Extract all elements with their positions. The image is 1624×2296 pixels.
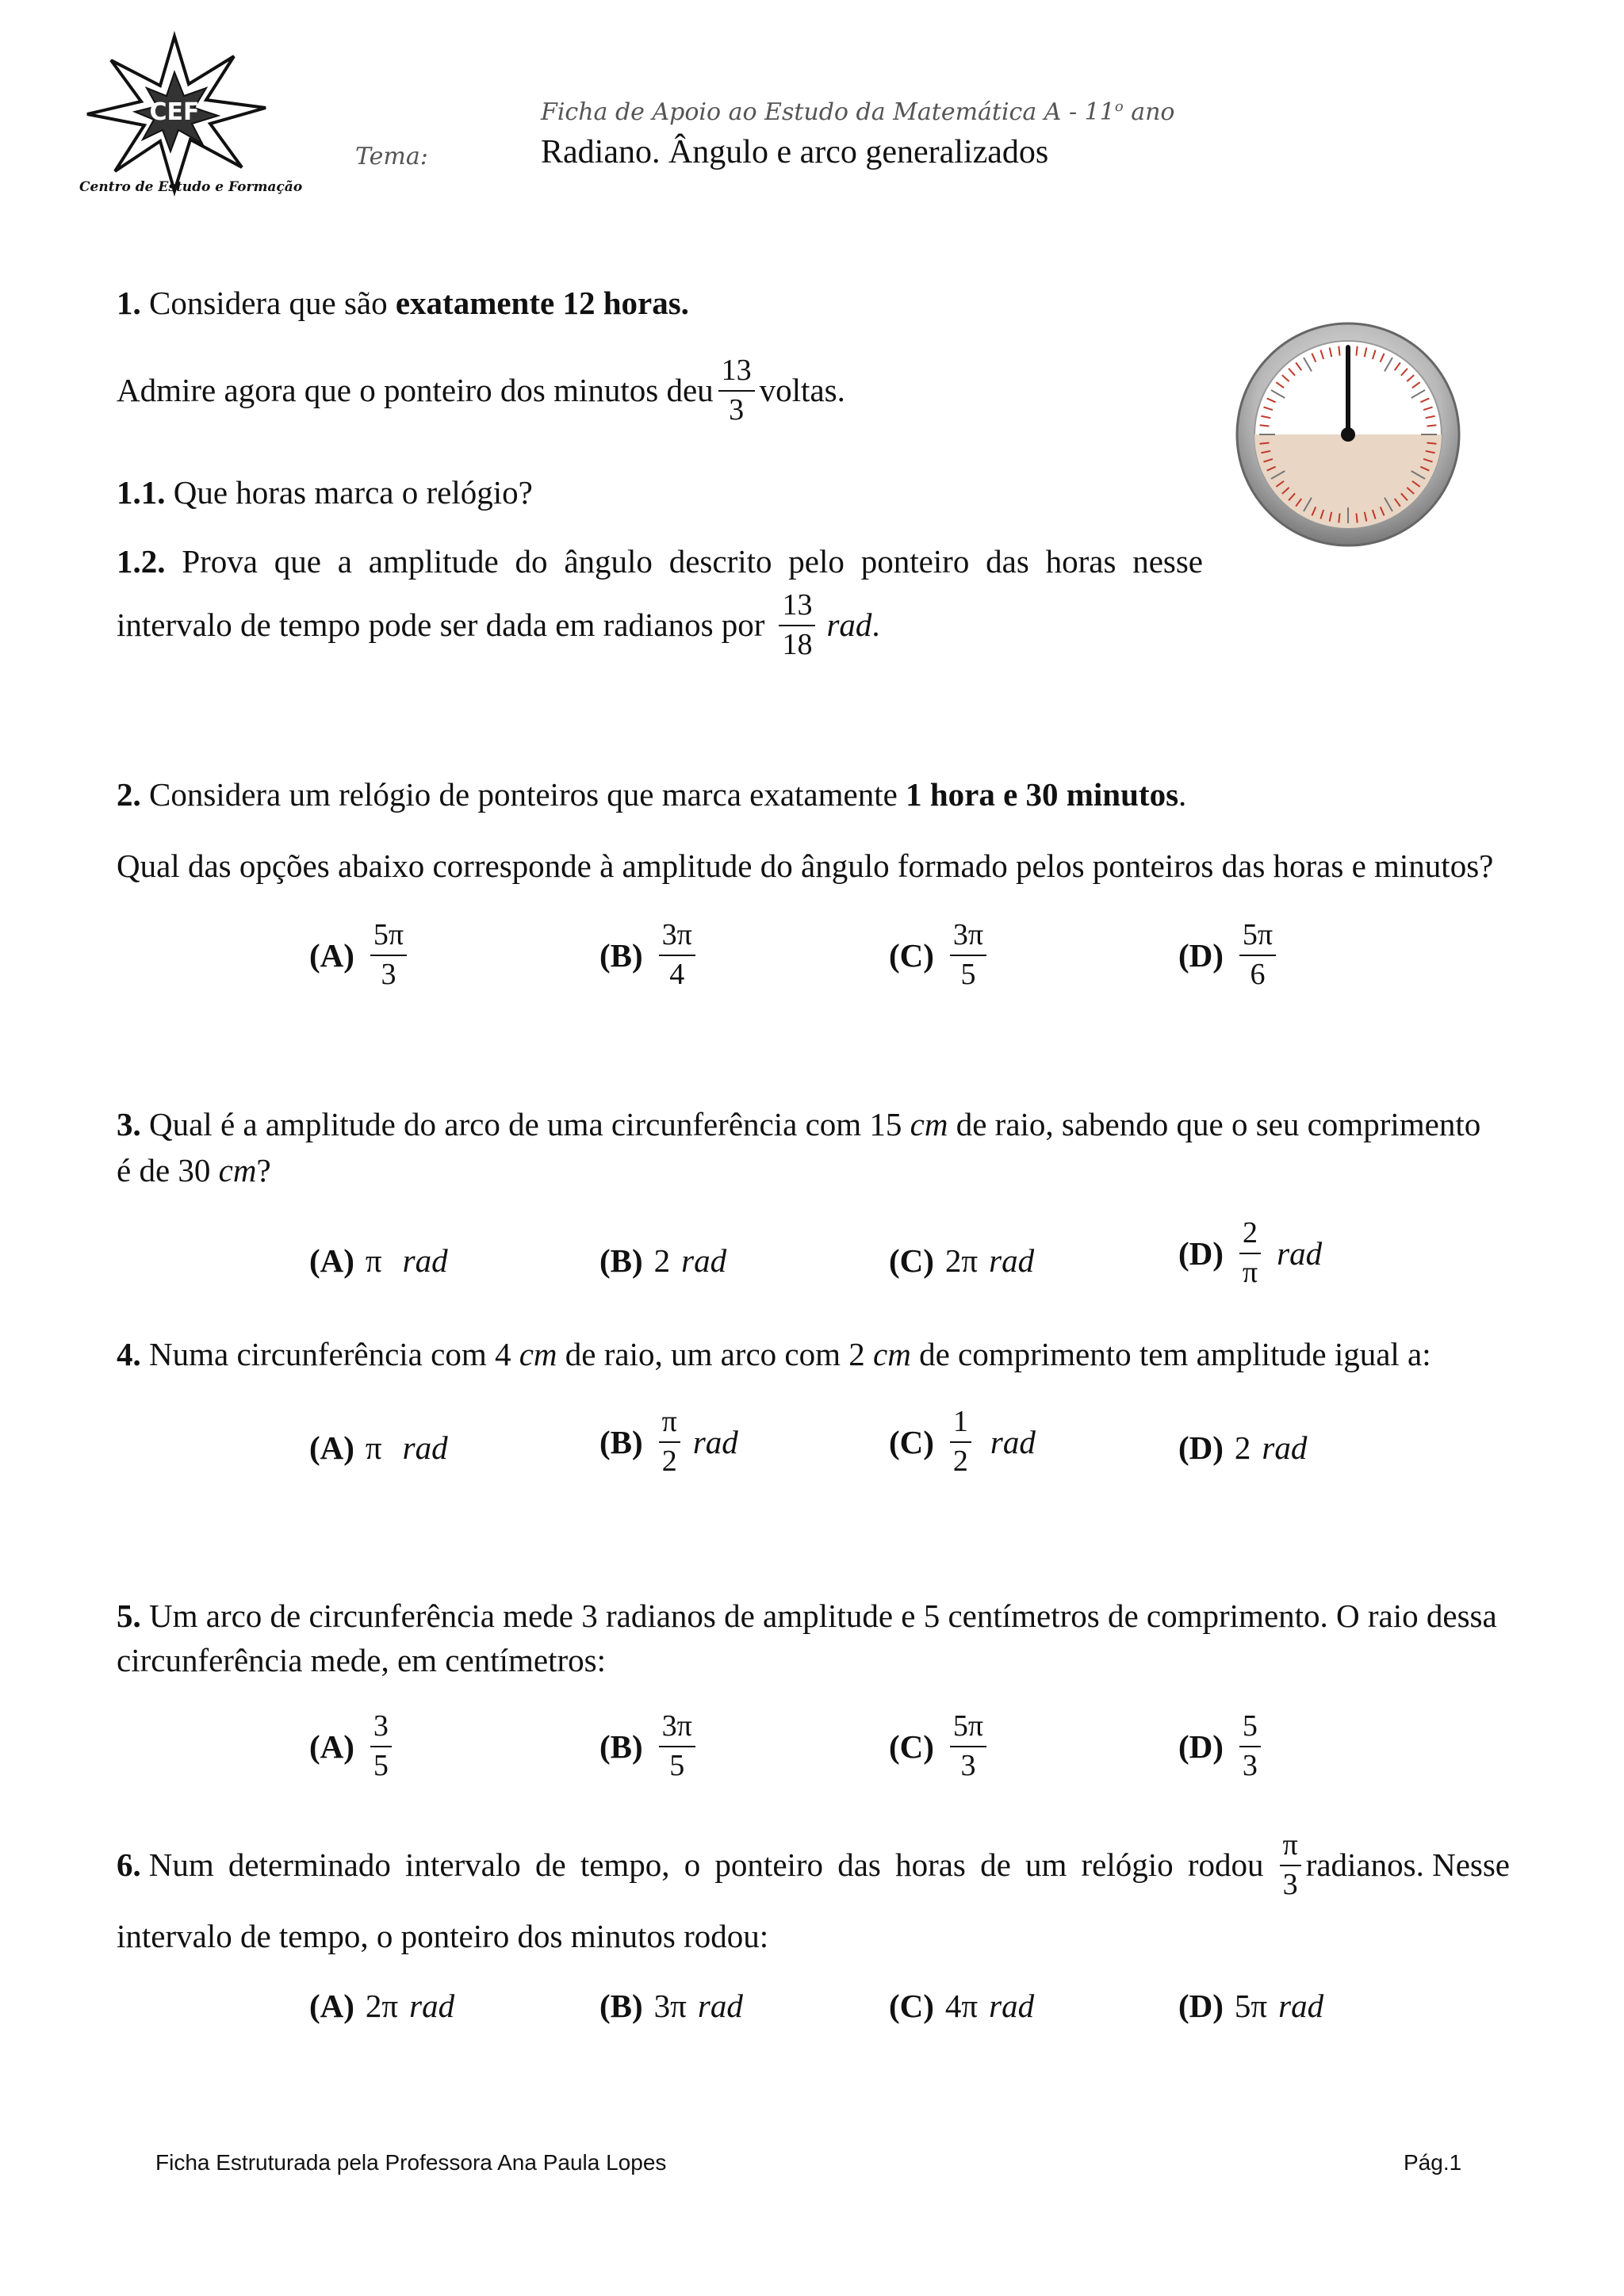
q4-statement: 4. Numa circunferência com 4 cm de raio, um arco com 2 cm de comprimento tem amplitude igual a: [117,1336,1431,1372]
q3-option-b[interactable]: (B) 2 rad [599,1242,727,1279]
q4-option-c[interactable]: (C) $\frac{1}{2}$ rad [889,1405,1036,1478]
q1-statement: 1. Considera que são exatamente 12 horas. [117,285,689,321]
header-subtitle: Ficha de Apoio ao Estudo da Matemática A - 11$^o$ ano [541,98,1175,126]
q2-option-c[interactable]: (C) $\frac{3\pi}{5}$ [889,920,991,991]
q2-option-b[interactable]: (B) $\frac{3\pi}{4}$ [599,920,700,991]
q3-statement: 3. Qual é a amplitude do arco de uma circunferência com 15 cm de raio, sabendo que o seu comprimento [117,1106,1481,1142]
q6-option-d[interactable]: (D) 5π rad [1178,1988,1324,2024]
q1-2: 1.2. Prova que a amplitude do ângulo descrito pelo ponteiro das horas nesse [117,543,1204,580]
tema-label: Tema: [355,143,428,170]
q5-option-b[interactable]: (B) $\frac{3\pi}{5}$ [599,1711,700,1782]
footer-left: Ficha Estruturada pela Professora Ana Paula Lopes [155,2150,667,2175]
q1-line2: Admire agora que o ponteiro dos minutos deu $\frac{13}{3}$ voltas. [117,354,845,427]
clock-icon [1234,320,1462,549]
q1-1: 1.1. Que horas marca o relógio? [117,474,533,511]
q2-option-a[interactable]: (A) $\frac{5\pi}{3}$ [309,920,412,991]
q4-option-a[interactable]: (A) π rad [309,1429,448,1466]
q1-2-line2: intervalo de tempo pode ser dada em radianos por $\frac{13}{18}$ rad . [117,588,880,661]
clock-image [1234,320,1462,549]
q2-statement: 2. Considera um relógio de ponteiros que marca exatamente 1 hora e 30 minutos. [117,776,1187,813]
q3-line2: é de 30 cm? [117,1152,271,1188]
svg-text:CEF: CEF [149,98,200,126]
logo-starburst-icon [71,29,278,203]
q6-option-b[interactable]: (B) 3π rad [599,1988,743,2024]
q3-option-d[interactable]: (D) $\frac{2}{\pi}$ rad [1178,1216,1323,1289]
q3-option-a[interactable]: (A) π rad [309,1242,448,1279]
q5-option-a[interactable]: (A) $\frac{3}{5}$ [309,1711,396,1782]
q5-option-c[interactable]: (C) $\frac{5\pi}{3}$ [889,1711,991,1782]
q6-line2: intervalo de tempo, o ponteiro dos minutos rodou: [117,1918,769,1954]
page-title: Radiano. Ângulo e arco generalizados [541,134,1049,170]
q4-option-b[interactable]: (B) $\frac{\pi}{2}$ rad [599,1405,738,1478]
q4-option-d[interactable]: (D) 2 rad [1178,1429,1308,1466]
q6-option-a[interactable]: (A) 2π rad [309,1988,455,2024]
q6-option-c[interactable]: (C) 4π rad [889,1988,1035,2024]
q1-fraction: $\frac{13}{3}$ [718,355,755,427]
footer-page-number: Pág.1 [1404,2150,1462,2175]
q2-line2: Qual das opções abaixo corresponde à amplitude do ângulo formado pelos ponteiros das horas e minutos? [117,848,1494,884]
q2-option-d[interactable]: (D) $\frac{5\pi}{6}$ [1178,920,1281,991]
q3-option-c[interactable]: (C) 2π rad [889,1242,1035,1279]
logo [71,29,278,203]
q5-statement: 5. Um arco de circunferência mede 3 radianos de amplitude e 5 centímetros de comprimento. O raio dessa [117,1598,1497,1634]
logo-caption: Centro de Estudo e Formação [79,179,303,195]
q5-line2: circunferência mede, em centímetros: [117,1642,606,1678]
q5-option-d[interactable]: (D) $\frac{5}{3}$ [1178,1711,1266,1782]
q6-statement: 6. Num determinado intervalo de tempo, o ponteiro das horas de um relógio rodou $\frac{\pi}{3}$ radianos. Nesse [117,1828,1510,1901]
